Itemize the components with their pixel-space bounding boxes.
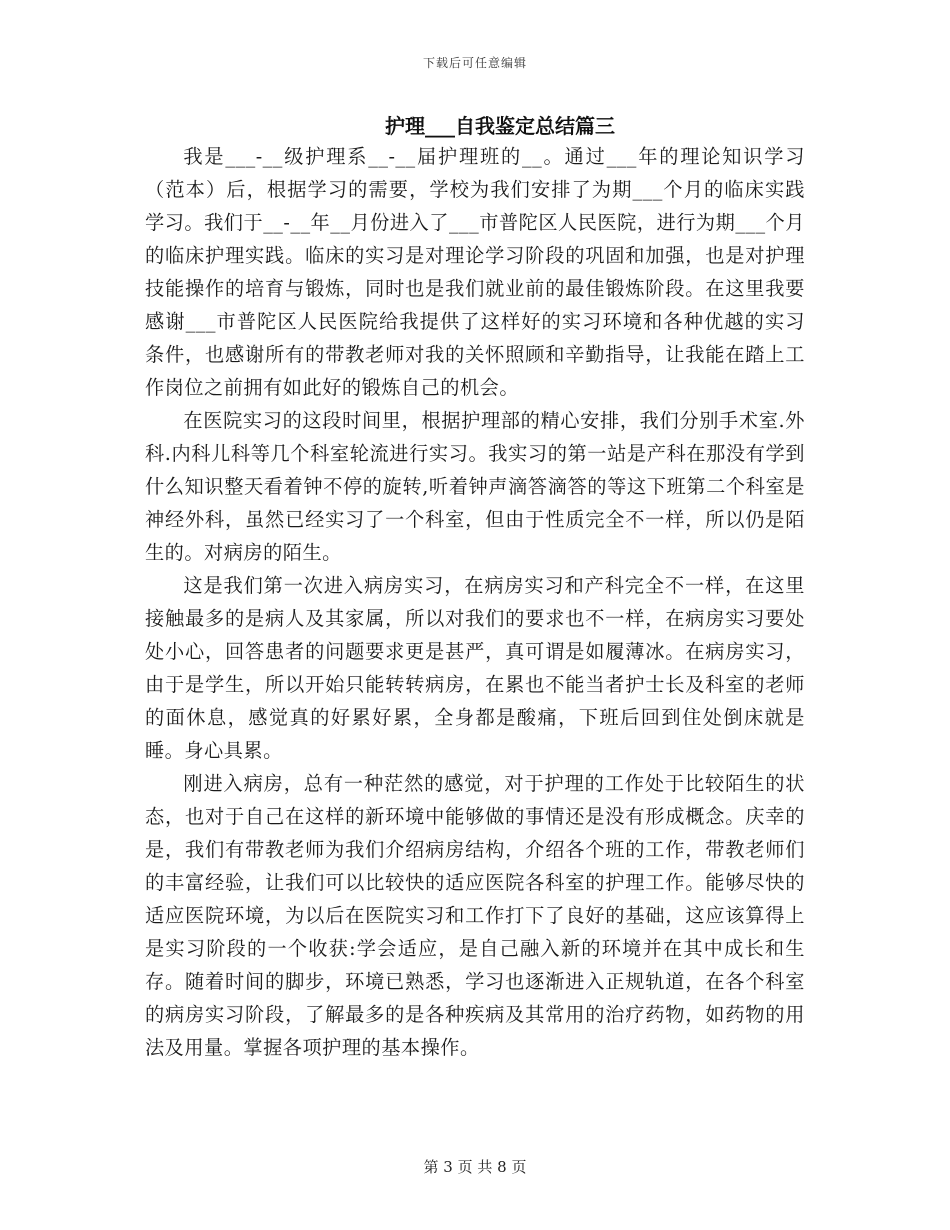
document-body	[145, 140, 805, 1064]
paragraph-1: 我是___-__级护理系__-__届护理班的__。通过___年的理论知识学习（范本）后，根据学习的需要，学校为我们安排了为期___个月的临床实践学习。我们于__-__年__月份进入了___市普陀区人民医院，进行为期___个月的临床护理实践。临床的实习是对理论学习阶段的巩固和加强，也是对护理技能操作的培育与锻炼，同时也是我们就业前的最佳锻炼阶段。在这里我要感谢___市普陀区人民医院给我提供了这样好的实习环境和各种优越的实习条件，也感谢所有的带教老师对我的关怀照顾和辛勤指导，让我能在踏上工作岗位之前拥有如此好的锻炼自己的机会。	[145, 145, 805, 399]
page-indicator: 第 3 页 共 8 页	[423, 1158, 527, 1176]
paragraph-3: 这是我们第一次进入病房实习，在病房实习和产科完全不一样，在这里接触最多的是病人及其家属，所以对我们的要求也不一样，在病房实习要处处小心，回答患者的问题要求更是甚严，真可谓是如履薄冰。在病房实习，由于是学生，所以开始只能转转病房，在累也不能当者护士长及科室的老师的面休息，感觉真的好累好累，全身都是酸痛，下班后回到住处倒床就是睡。身心具累。	[145, 574, 805, 762]
paragraph-2: 在医院实习的这段时间里，根据护理部的精心安排，我们分别手术室.外科.内科儿科等几个科室轮流进行实习。我实习的第一站是产科在那没有学到什么知识整天看着钟不停的旋转,听着钟声滴答滴答的等这下班第二个科室是神经外科，虽然已经实习了一个科室，但由于性质完全不一样，所以仍是陌生的。对病房的陌生。	[145, 409, 805, 564]
document-title: 护理___自我鉴定总结篇三	[385, 114, 615, 138]
header-note: 下载后可任意编辑	[422, 56, 527, 70]
paragraph-4: 刚进入病房，总有一种茫然的感觉，对于护理的工作处于比较陌生的状态，也对于自己在这样的新环境中能够做的事情还是没有形成概念。庆幸的是，我们有带教老师为我们介绍病房结构，介绍各个班的工作，带教老师们的丰富经验，让我们可以比较快的适应医院各科室的护理工作。能够尽快的适应医院环境，为以后在医院实习和工作打下了良好的基础，这应该算得上是实习阶段的一个收获:学会适应，是自己融入新的环境并在其中成长和生存。随着时间的脚步，环境已熟悉，学习也逐渐进入正规轨道，在各个科室的病房实习阶段，了解最多的是各种疾病及其常用的治疗药物，如药物的用法及用量。掌握各项护理的基本操作。	[145, 772, 805, 1059]
